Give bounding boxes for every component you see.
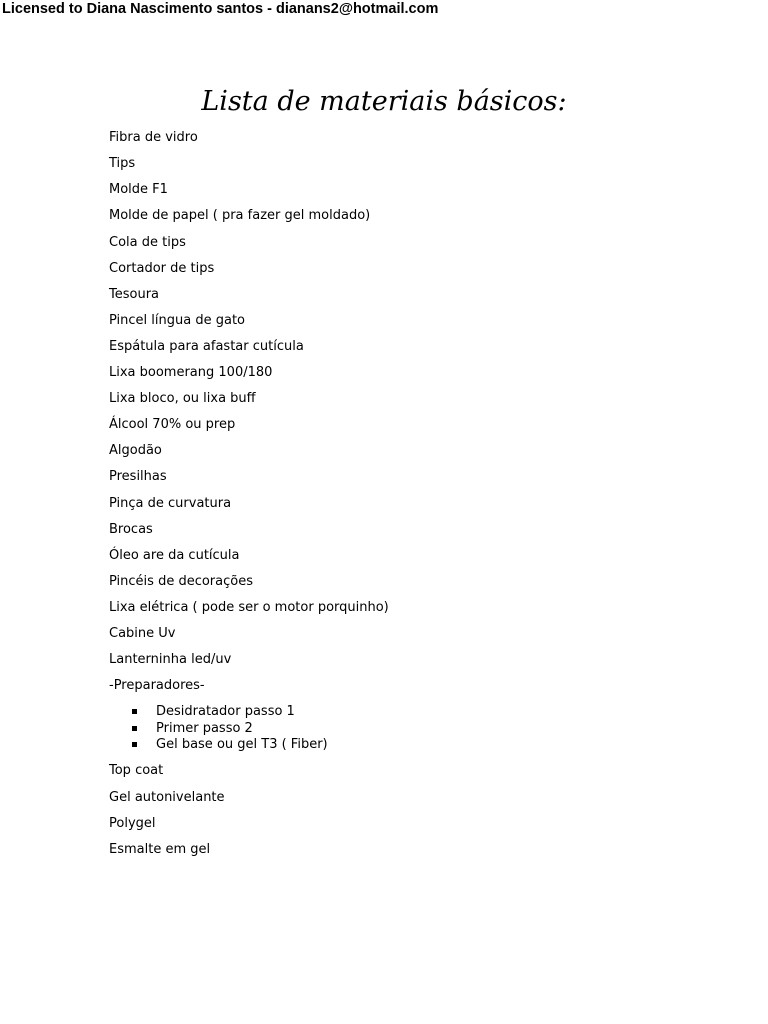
list-item: Álcool 70% ou prep [109,417,236,432]
list-item: Top coat [109,763,164,778]
list-item: Molde F1 [109,182,168,197]
list-item: Fibra de vidro [109,130,198,145]
list-item: Molde de papel ( pra fazer gel moldado) [109,208,371,223]
list-item: Pinça de curvatura [109,496,232,511]
list-item: Tesoura [109,287,160,302]
list-item: Lixa bloco, ou lixa buff [109,391,256,406]
square-bullet-icon [132,709,137,714]
list-item: Algodão [109,443,162,458]
list-item: Presilhas [109,469,167,484]
list-item: Pincéis de decorações [109,574,253,589]
square-bullet-icon [132,742,137,747]
list-item: Esmalte em gel [109,842,211,857]
list-item-section-heading: -Preparadores- [109,678,205,693]
list-item: Polygel [109,816,156,831]
sub-list-item-label: Desidratador passo 1 [156,704,295,719]
list-item: Tips [109,156,136,171]
sub-list-item-label: Gel base ou gel T3 ( Fiber) [156,737,328,752]
list-item: Cortador de tips [109,261,215,276]
list-item: Cabine Uv [109,626,176,641]
list-item: Lixa boomerang 100/180 [109,365,273,380]
list-item: Brocas [109,522,153,537]
list-item: Pincel língua de gato [109,313,245,328]
square-bullet-icon [132,726,137,731]
list-item: Cola de tips [109,235,186,250]
list-item: Lanterninha led/uv [109,652,232,667]
list-item: Óleo are da cutícula [109,548,240,563]
list-item: Espátula para afastar cutícula [109,339,304,354]
page-title: Lista de materiais básicos: [201,86,567,117]
list-item: Gel autonivelante [109,790,225,805]
license-watermark-text: Licensed to Diana Nascimento santos - dianans2@hotmail.com [2,1,439,17]
sub-list-item-label: Primer passo 2 [156,721,253,736]
list-item: Lixa elétrica ( pode ser o motor porquinho) [109,600,389,615]
